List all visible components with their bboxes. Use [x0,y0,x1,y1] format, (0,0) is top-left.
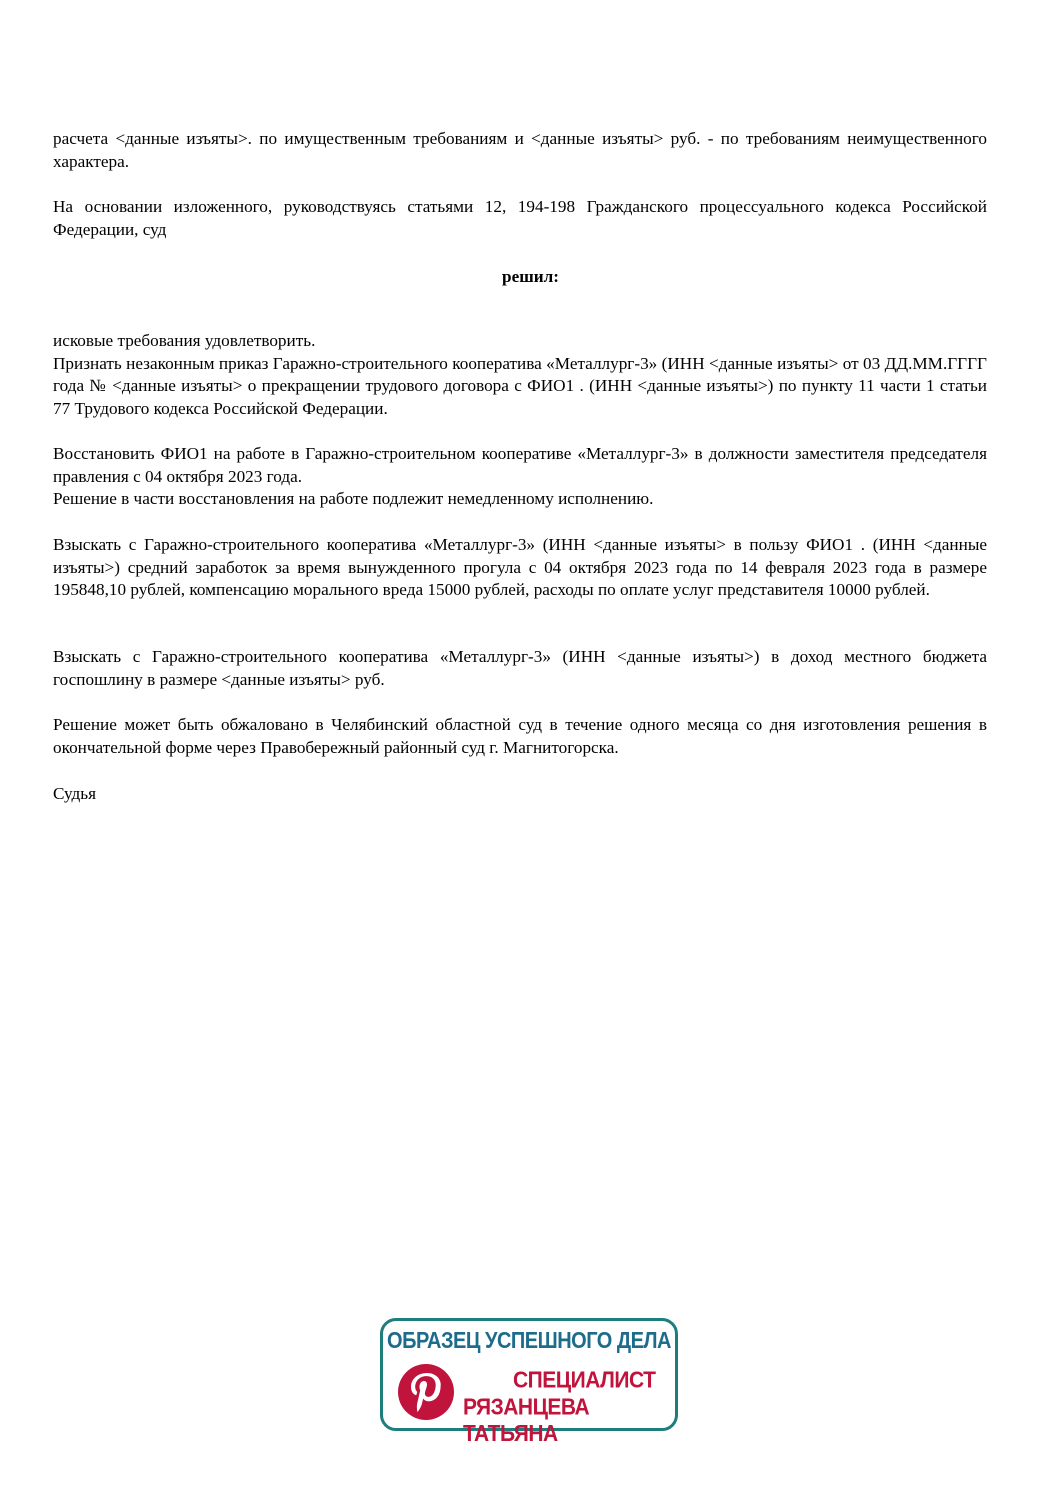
paragraph-text: исковые требования удовлетворить. [53,331,316,350]
watermark-stamp [380,1318,678,1447]
stamp-specialist: СПЕЦИАЛИСТ [513,1367,656,1394]
paragraph-text: Взыскать с Гаражно-строительного кооператива «Металлург-3» (ИНН <данные изъяты> в пользу ФИО1 . (ИНН <данные изъяты>) средний заработок за время вынужденного прогула с 04 октября 2023 года по 14 февраля 2023 года в размере 195848,10 рублей, компенсацию морального вреда 15000 рублей, расходы по оплате услуг представителя 10000 рублей. [53,535,987,599]
paragraph-text: Взыскать с Гаражно-строительного кооператива «Металлург-3» (ИНН <данные изъяты>) в доход местного бюджета госпошлину в размере <данные изъяты> руб. [53,647,987,689]
paragraph-text: Восстановить ФИО1 на работе в Гаражно-строительном кооперативе «Металлург-3» в должности заместителя председателя правления с 04 октября 2023 года. [53,444,987,486]
paragraph-text: расчета <данные изъяты>. по имущественным требованиям и <данные изъяты> руб. - по требованиям неимущественного характера. [53,129,987,171]
paragraph-grounds [53,196,987,241]
paragraph-text: Решение может быть обжаловано в Челябинский областной суд в течение одного месяца со дня изготовления решения в окончательной форме через Правобережный районный суд г. Магнитогорска. [53,715,987,757]
paragraph-claims [53,330,987,420]
signature-label [53,783,987,806]
paragraph-text: На основании изложенного, руководствуясь статьями 12, 194-198 Гражданского процессуального кодекса Российской Федерации, суд [53,197,987,239]
stamp-title: ОБРАЗЕЦ УСПЕШНОГО ДЕЛА [387,1328,671,1354]
paragraph-state-fee [53,646,987,691]
paragraph-recovery [53,534,987,602]
paragraph-text: Признать незаконным приказ Гаражно-строительного кооператива «Металлург-3» (ИНН <данные изъяты> от 03 ДД.ММ.ГГГГ года № <данные изъяты> о прекращении трудового договора с ФИО1 . (ИНН <данные изъяты>) по пункту 11 части 1 статьи 77 Трудового кодекса Российской Федерации. [53,353,987,418]
stamp-name: РЯЗАНЦЕВА ТАТЬЯНА [463,1394,590,1447]
paragraph-reinstatement [53,443,987,511]
paragraph-costs [53,128,987,173]
pinterest-icon [397,1363,455,1421]
paragraph-text: Решение в части восстановления на работе подлежит немедленному исполнению. [53,489,654,508]
paragraph-appeal [53,714,987,759]
signature-text: Судья [53,784,97,803]
decision-heading: решил: [502,267,559,286]
